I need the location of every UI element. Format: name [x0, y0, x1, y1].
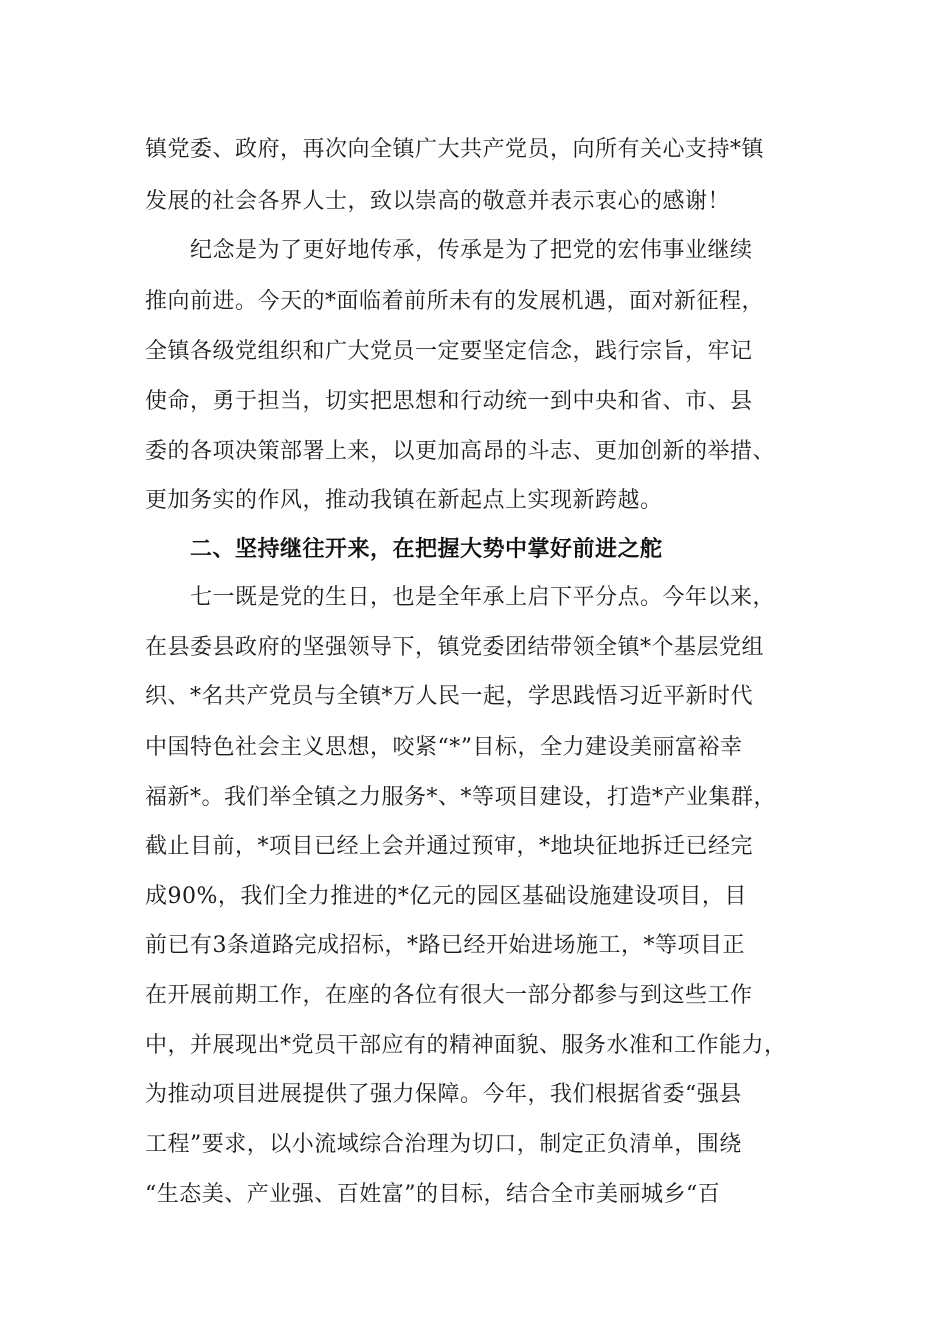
paragraph-line: 福新*。我们举全镇之力服务*、*等项目建设，打造*产业集群， — [145, 785, 777, 810]
paragraph-line: 成90%，我们全力推进的*亿元的园区基础设施建设项目，目 — [145, 884, 747, 909]
paragraph-line: 中国特色社会主义思想，咬紧“*”目标，全力建设美丽富裕幸 — [145, 735, 743, 760]
paragraph-line: 纪念是为了更好地传承，传承是为了把党的宏伟事业继续 — [190, 238, 753, 263]
paragraph-line: “生态美、产业强、百姓富”的目标，结合全市美丽城乡“百 — [145, 1182, 721, 1207]
paragraph-line: 为推动项目进展提供了强力保障。今年，我们根据省委“强县 — [145, 1082, 742, 1107]
paragraph-line: 在开展前期工作，在座的各位有很大一部分都参与到这些工作 — [145, 983, 753, 1008]
paragraph-line: 推向前进。今天的*面临着前所未有的发展机遇，面对新征程， — [145, 289, 765, 314]
section-heading: 二、坚持继往开来，在把握大势中掌好前进之舵 — [190, 537, 663, 562]
paragraph-line: 七一既是党的生日，也是全年承上启下平分点。今年以来， — [190, 585, 776, 610]
paragraph-line: 织、*名共产党员与全镇*万人民一起，学思践悟习近平新时代 — [145, 684, 754, 709]
paragraph-line: 使命，勇于担当，切实把思想和行动统一到中央和省、市、县 — [145, 389, 753, 414]
paragraph-line: 更加务实的作风，推动我镇在新起点上实现新跨越。 — [145, 488, 663, 513]
paragraph-line: 委的各项决策部署上来，以更加高昂的斗志、更加创新的举措、 — [145, 439, 776, 464]
paragraph-line: 工程”要求，以小流域综合治理为切口，制定正负清单，围绕 — [145, 1132, 742, 1157]
paragraph-line: 中，并展现出*党员干部应有的精神面貌、服务水准和工作能力， — [145, 1033, 787, 1058]
paragraph-line: 前已有3条道路完成招标，*路已经开始进场施工，*等项目正 — [145, 933, 745, 958]
paragraph-line: 截止目前，*项目已经上会并通过预审，*地块征地拆迁已经完 — [145, 834, 754, 859]
paragraph-line: 在县委县政府的坚强领导下，镇党委团结带领全镇*个基层党组 — [145, 635, 765, 660]
paragraph-line: 发展的社会各界人士，致以崇高的敬意并表示衷心的感谢！ — [145, 189, 731, 214]
paragraph-line: 镇党委、政府，再次向全镇广大共产党员，向所有关心支持*镇 — [145, 137, 765, 162]
paragraph-line: 全镇各级党组织和广大党员一定要坚定信念，践行宗旨，牢记 — [145, 339, 753, 364]
